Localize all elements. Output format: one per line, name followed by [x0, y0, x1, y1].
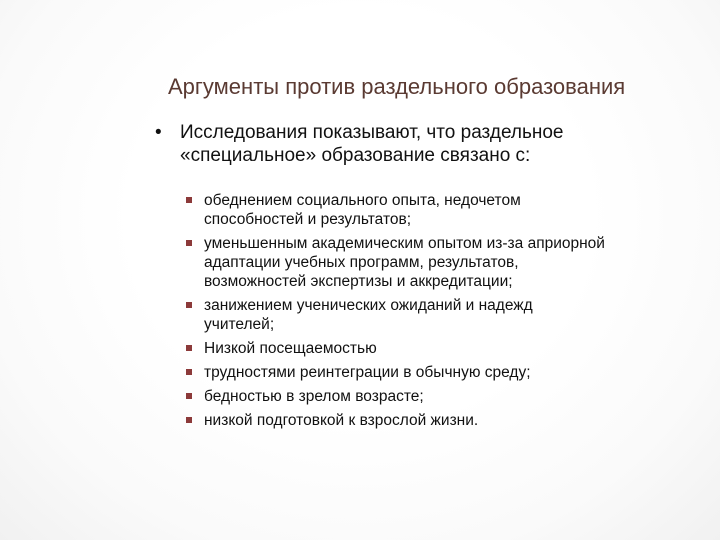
sub-bullet-item	[186, 296, 606, 334]
square-bullet-icon	[186, 240, 192, 246]
bullet-glyph: •	[155, 122, 162, 143]
square-bullet-icon	[186, 369, 192, 375]
sub-bullet-text: низкой подготовкой к взрослой жизни.	[204, 412, 479, 429]
square-bullet-icon	[186, 197, 192, 203]
main-bullet-text: Исследования показывают, что раздельное «специальное» образование связано с:	[180, 122, 564, 166]
square-bullet-icon	[186, 302, 192, 308]
sub-bullet-text: обеднением социального опыта, недочетом способностей и результатов;	[204, 192, 521, 228]
sub-bullet-item	[186, 339, 606, 358]
sub-bullet-text: Низкой посещаемостью	[204, 340, 377, 357]
slide-title: Аргументы против раздельного образования	[168, 74, 626, 99]
sub-bullet-item	[186, 191, 606, 229]
sub-bullet-item	[186, 234, 606, 291]
sub-bullet-item	[186, 387, 606, 406]
square-bullet-icon	[186, 393, 192, 399]
sub-bullet-list	[186, 191, 606, 435]
sub-bullet-text: занижением ученических ожиданий и надежд учителей;	[204, 297, 533, 333]
sub-bullet-item	[186, 411, 606, 430]
sub-bullet-text: трудностями реинтеграции в обычную среду;	[204, 364, 531, 381]
square-bullet-icon	[186, 345, 192, 351]
sub-bullet-item	[186, 363, 606, 382]
sub-bullet-text: уменьшенным академическим опытом из-за априорной адаптации учебных программ, результатов, возможностей экспертизы и аккредитации;	[204, 235, 605, 290]
sub-bullet-text: бедностью в зрелом возрасте;	[204, 388, 424, 405]
square-bullet-icon	[186, 417, 192, 423]
